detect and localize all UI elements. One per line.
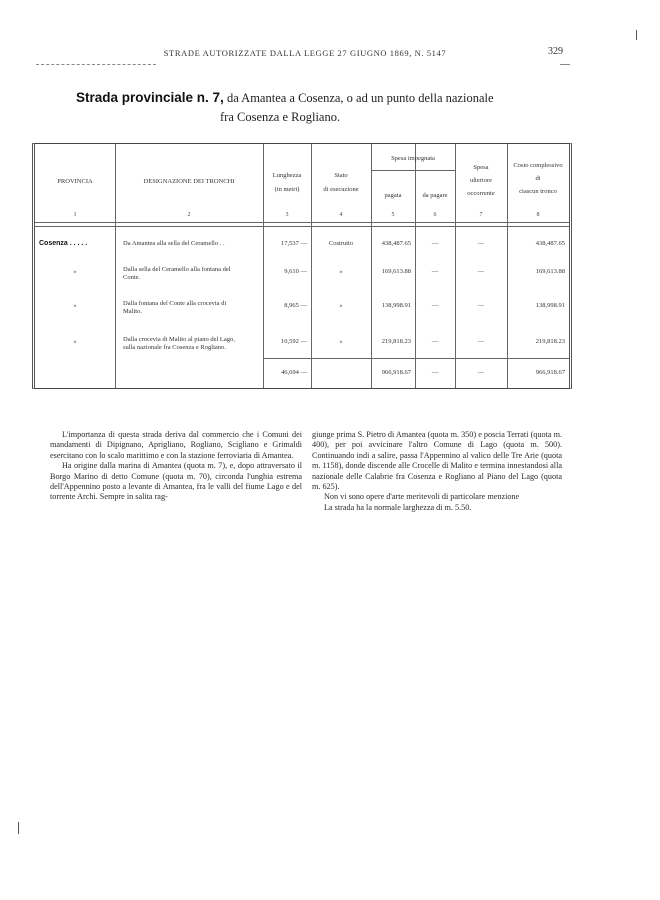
cell-stato: Costrutto (328, 240, 354, 247)
cell-designazione-2: Conte. (123, 273, 141, 281)
cell-designazione (123, 300, 261, 315)
cell-provincia: » (73, 268, 77, 275)
header-ulteriore-1: Spesa (473, 164, 489, 171)
page-number: 329 (548, 46, 563, 57)
cell-stato: » (339, 268, 343, 275)
col-divider (415, 144, 416, 388)
cell-da-pagare: — (431, 302, 439, 309)
body-paragraph: Non vi sono opere d'arte meritevoli di particolare menzione (324, 492, 520, 502)
road-table (32, 143, 572, 389)
body-column-left (50, 430, 302, 503)
cell-provincia: Cosenza . . . . . (39, 240, 88, 247)
cell-lunghezza: 9,610 — (284, 268, 307, 275)
header-costo-1: Costo complessivo (513, 162, 563, 169)
col-number: 1 (73, 212, 77, 218)
cell-costo: 219,818.23 (535, 338, 565, 345)
cell-ulteriore: — (477, 268, 485, 275)
total-ulteriore: — (477, 369, 485, 376)
cell-ulteriore: — (477, 240, 485, 247)
col-divider (371, 144, 372, 388)
cell-costo: 138,998.91 (535, 302, 565, 309)
cell-designazione: Da Amantea alla sella del Ceramello . . (123, 240, 225, 247)
header-lunghezza (263, 172, 311, 194)
margin-mark-bottom (18, 822, 19, 834)
cell-ulteriore: — (477, 302, 485, 309)
header-spesa-impegnata: Spesa impegnata (391, 155, 435, 162)
body-paragraph: L'importanza di questa strada deriva dal commercio che i Comuni dei mandamenti di Dipignano, Aprigliano, Rogliano, Scigliano e Grimaldi esercitano con lo scalo marittimo e con la stazione ferroviaria di Amantea. (50, 430, 302, 460)
title-bold: Strada provinciale n. 7, (76, 90, 224, 105)
body-paragraph: giunge prima S. Pietro di Amantea (quota m. 350) e poscia Terrati (quota m. 400), per poi avvicinare l'altro Comune di Lago (quota m. 500). Continuando indi a salire, passa l'Appennino al valico delle Tre Arie (quota m. 1158), donde discende alle Crocelle di Malito e termina innestandosi alla nazionale delle Calabrie fra Cosenza e Rogliano al Piano del Lago (quota m. 625). (312, 430, 562, 492)
cell-stato: » (339, 302, 343, 309)
total-lunghezza: 46,694 — (281, 369, 307, 376)
cell-designazione-1: Dalla sella del Ceramello alla fontana del (123, 266, 231, 273)
margin-mark-top (636, 30, 637, 40)
header-ulteriore-2: ulteriore (469, 177, 493, 184)
cell-provincia: » (73, 338, 77, 345)
total-pagata: 966,918.67 (381, 369, 411, 376)
col-number: 3 (285, 212, 289, 218)
total-da-pagare: — (431, 369, 439, 376)
cell-stato: » (339, 338, 343, 345)
page-title-line2: fra Cosenza e Rogliano. (220, 110, 341, 124)
header-costo (507, 162, 569, 196)
cell-pagata: 169,613.88 (381, 268, 411, 275)
header-ulteriore-3: occorrente (467, 190, 495, 197)
header-bottom-line (35, 222, 569, 223)
header-costo-2: di (535, 175, 541, 182)
numbers-bottom-line (35, 226, 569, 227)
cell-designazione-2: sulla nazionale fra Cosenza e Rogliano. (123, 343, 226, 351)
header-lunghezza-1: Lunghezza (272, 172, 302, 179)
header-pagata: pagata (384, 192, 402, 199)
cell-provincia: » (73, 302, 77, 309)
header-costo-3: ciascun tronco (519, 188, 557, 195)
col-number: 2 (187, 212, 191, 218)
header-stato (311, 172, 371, 194)
page-title (76, 90, 576, 106)
title-text: da Amantea a Cosenza, o ad un punto della nazionale (223, 91, 494, 105)
header-designazione: DESIGNAZIONE DEI TRONCHI (143, 178, 235, 185)
cell-designazione (123, 266, 261, 281)
total-line (263, 358, 569, 359)
body-paragraph: La strada ha la normale larghezza di m. 5.50. (324, 502, 472, 512)
header-rule-left (36, 64, 156, 65)
cell-pagata: 438,487.65 (381, 240, 411, 247)
cell-designazione-1: Dalla crocevia di Malito al piano del Lago, (123, 336, 235, 343)
cell-lunghezza: 17,537 — (281, 240, 307, 247)
header-rule-right (560, 64, 570, 65)
running-head: STRADE AUTORIZZATE DALLA LEGGE 27 GIUGNO 1869, N. 5147 (163, 48, 447, 58)
header-da-pagare: da pagare (422, 192, 448, 199)
cell-designazione-1: Dalla fontana del Conte alla crocevia di (123, 300, 227, 307)
header-stato-2: di esecuzione (323, 186, 359, 193)
cell-costo: 169,613.88 (535, 268, 565, 275)
col-number: 4 (339, 212, 343, 218)
cell-pagata: 219,818.23 (381, 338, 411, 345)
col-number: 8 (536, 212, 540, 218)
header-spesa-ulteriore (455, 164, 507, 198)
header-provincia: PROVINCIA (57, 178, 93, 185)
cell-lunghezza: 10,592 — (281, 338, 307, 345)
cell-da-pagare: — (431, 268, 439, 275)
body-paragraph: Ha origine dalla marina di Amantea (quota m. 7), e, dopo attraversato il Borgo Marino di detto Comune (quota m. 70), circonda l'unghia estrema dell'Appennino posto a levante di Amantea, fra le valli del fiume Lago e del torrente Archi. Sempre in salita rag- (50, 461, 302, 502)
header-split-line (371, 170, 455, 171)
header-lunghezza-2: (in metri) (274, 186, 300, 193)
body-column-right (312, 430, 562, 513)
cell-designazione-2: Malito. (123, 307, 142, 315)
col-number: 7 (479, 212, 483, 218)
cell-da-pagare: — (431, 338, 439, 345)
header-stato-1: Stato (334, 172, 348, 179)
cell-lunghezza: 8,965 — (284, 302, 307, 309)
col-number: 5 (391, 212, 395, 218)
total-costo: 966,918.67 (535, 369, 565, 376)
cell-designazione (123, 336, 261, 351)
col-number: 6 (433, 212, 437, 218)
cell-pagata: 138,998.91 (381, 302, 411, 309)
cell-ulteriore: — (477, 338, 485, 345)
cell-costo: 438,487.65 (535, 240, 565, 247)
cell-da-pagare: — (431, 240, 439, 247)
